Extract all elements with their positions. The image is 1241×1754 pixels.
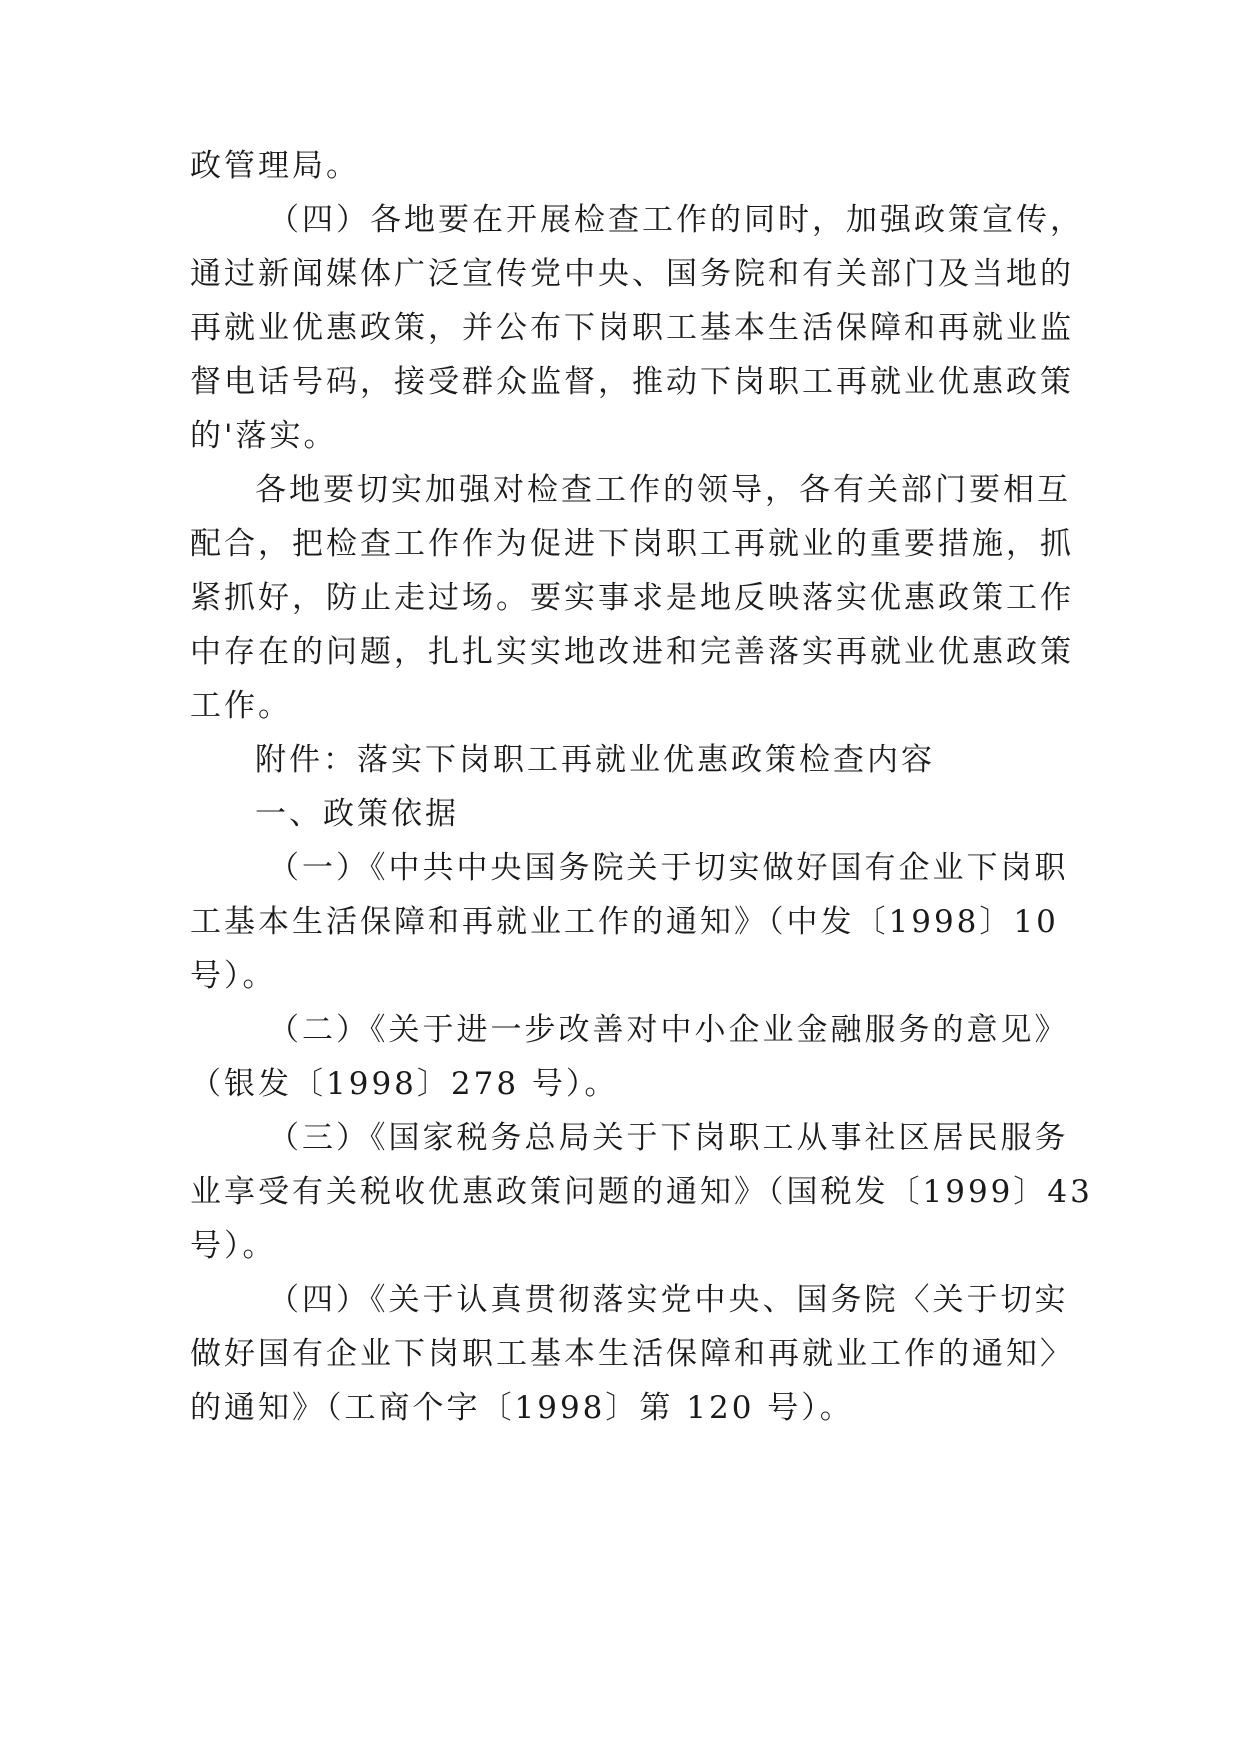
text-line: （二）《关于进一步改善对中小企业金融服务的意见》	[268, 1012, 1069, 1048]
text-line: 紧抓好，防止走过场。要实事求是地反映落实优惠政策工作	[190, 580, 1074, 616]
text-line: 各地要切实加强对检查工作的领导，各有关部门要相互	[255, 472, 1071, 508]
text-line: 号）。	[190, 958, 277, 994]
text-line: 工基本生活保障和再就业工作的通知》（中发〔1998〕10	[190, 904, 1059, 940]
text-line: （一）《中共中央国务院关于切实做好国有企业下岗职	[268, 850, 1069, 886]
text-line: （四）《关于认真贯彻落实党中央、国务院〈关于切实	[268, 1282, 1069, 1318]
text-line: 再就业优惠政策，并公布下岗职工基本生活保障和再就业监	[190, 310, 1074, 346]
text-line: （四）各地要在开展检查工作的同时，加强政策宣传，	[268, 202, 1084, 238]
text-line: 工作。	[190, 688, 292, 724]
text-line: 的'落实。	[190, 418, 338, 454]
text-line: 中存在的问题，扎扎实实地改进和完善落实再就业优惠政策	[190, 634, 1074, 670]
text-line: 做好国有企业下岗职工基本生活保障和再就业工作的通知〉	[190, 1336, 1074, 1372]
text-line: 号）。	[190, 1228, 277, 1264]
text-line: 的通知》（工商个字〔1998〕第 120 号）。	[190, 1390, 854, 1426]
text-line: 督电话号码，接受群众监督，推动下岗职工再就业优惠政策	[190, 364, 1074, 400]
attachment-heading: 附件：落实下岗职工再就业优惠政策检查内容	[255, 742, 935, 778]
text-line: 通过新闻媒体广泛宣传党中央、国务院和有关部门及当地的	[190, 256, 1074, 292]
text-line: 业享受有关税收优惠政策问题的通知》（国税发〔1999〕43	[190, 1174, 1093, 1210]
text-line: 配合，把检查工作作为促进下岗职工再就业的重要措施，抓	[190, 526, 1074, 562]
text-line: （三）《国家税务总局关于下岗职工从事社区居民服务	[268, 1120, 1069, 1156]
text-line: 政管理局。	[190, 148, 360, 184]
section-heading: 一、政策依据	[255, 796, 459, 832]
text-line: （银发〔1998〕278 号）。	[190, 1066, 619, 1102]
